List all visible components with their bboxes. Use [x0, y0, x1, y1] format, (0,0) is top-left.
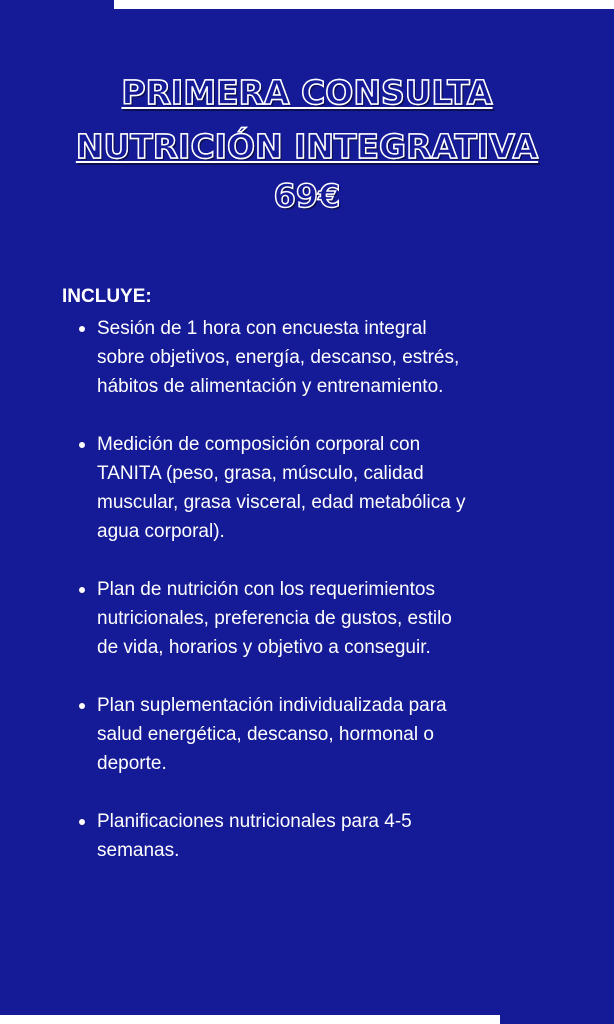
benefit-line: nutricionales, preferencia de gustos, estilo — [97, 608, 452, 629]
benefit-line: sobre objetivos, energía, descanso, estrés, — [97, 347, 460, 368]
benefit-list — [62, 314, 582, 865]
bullet-icon — [79, 326, 85, 332]
price: 69€ — [273, 177, 341, 215]
title-line-1: PRIMERA CONSULTA — [121, 73, 493, 112]
benefit-line: Plan de nutrición con los requerimientos — [97, 579, 435, 600]
includes-section — [62, 284, 582, 894]
benefit-line: deporte. — [97, 753, 167, 774]
benefit-item — [97, 575, 582, 662]
top-decorative-strip — [114, 0, 614, 9]
benefit-line: TANITA (peso, grasa, músculo, calidad — [97, 463, 424, 484]
benefit-item — [97, 807, 582, 865]
benefit-line: Medición de composición corporal con — [97, 434, 421, 455]
benefit-line: Planificaciones nutricionales para 4-5 — [97, 811, 412, 832]
bullet-icon — [79, 442, 85, 448]
benefit-line: de vida, horarios y objetivo a conseguir. — [97, 637, 431, 658]
benefit-line: agua corporal). — [97, 521, 225, 542]
bullet-icon — [79, 703, 85, 709]
benefit-line: hábitos de alimentación y entrenamiento. — [97, 376, 444, 397]
benefit-line: Plan suplementación individualizada para — [97, 695, 447, 716]
benefit-line: semanas. — [97, 840, 180, 861]
benefit-item — [97, 314, 582, 401]
benefit-item — [97, 430, 582, 546]
benefit-line: salud energética, descanso, hormonal o — [97, 724, 434, 745]
benefit-line: muscular, grasa visceral, edad metabólica y — [97, 492, 466, 513]
title-line-2: NUTRICIÓN INTEGRATIVA — [75, 127, 539, 166]
includes-heading: INCLUYE: — [62, 286, 152, 307]
benefit-line: Sesión de 1 hora con encuesta integral — [97, 318, 427, 339]
header — [0, 66, 614, 218]
bullet-icon — [79, 819, 85, 825]
bullet-icon — [79, 587, 85, 593]
bottom-decorative-strip — [0, 1015, 500, 1024]
benefit-item — [97, 691, 582, 778]
